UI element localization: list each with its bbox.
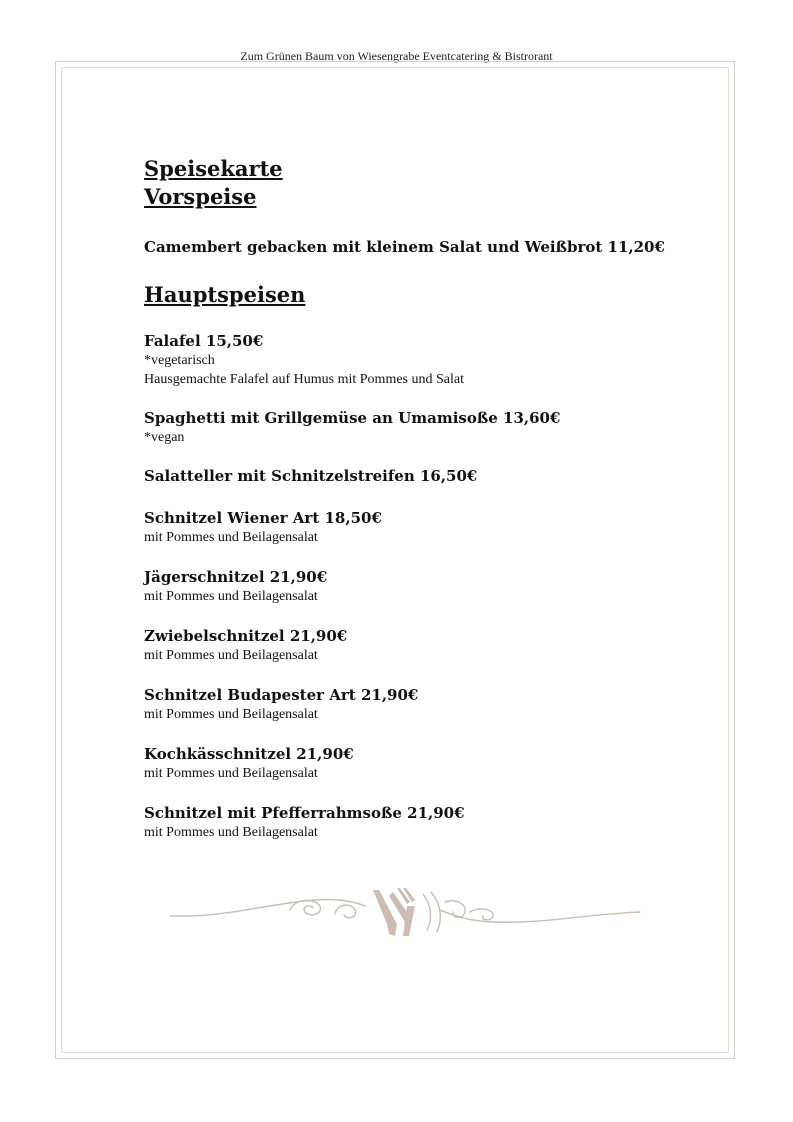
mains-heading: Hauptspeisen xyxy=(144,282,306,307)
item-note: *vegan xyxy=(144,430,185,445)
menu-item-schnitzel-pfefferrahm xyxy=(144,803,704,842)
menu-item-kochkaesschnitzel xyxy=(144,744,704,783)
menu-item-falafel xyxy=(144,331,704,389)
item-description: mit Pommes und Beilagensalat xyxy=(144,530,318,545)
starter-heading: Vorspeise xyxy=(144,184,257,209)
fork-knife-flourish-icon xyxy=(165,884,645,940)
menu-item-spaghetti xyxy=(144,408,704,447)
menu-content xyxy=(144,155,704,842)
menu-title: Speisekarte xyxy=(144,156,283,181)
item-description: mit Pommes und Beilagensalat xyxy=(144,825,318,840)
menu-item-schnitzel-wiener xyxy=(144,508,704,547)
menu-item-zwiebelschnitzel xyxy=(144,626,704,665)
item-name: Zwiebelschnitzel 21,90€ xyxy=(144,627,348,645)
item-name: Falafel 15,50€ xyxy=(144,332,264,350)
item-description: Hausgemachte Falafel auf Humus mit Pommes und Salat xyxy=(144,372,464,387)
item-name: Schnitzel Wiener Art 18,50€ xyxy=(144,509,382,527)
item-name: Schnitzel Budapester Art 21,90€ xyxy=(144,686,419,704)
item-name: Salatteller mit Schnitzelstreifen 16,50€ xyxy=(144,467,478,485)
item-name: Spaghetti mit Grillgemüse an Umamisoße 13,60€ xyxy=(144,409,561,427)
menu-item-salatteller xyxy=(144,466,704,486)
page-header: Zum Grünen Baum von Wiesengrabe Eventcatering & Bistrorant xyxy=(240,49,553,63)
item-note: *vegetarisch xyxy=(144,353,215,368)
menu-item-schnitzel-budapester xyxy=(144,685,704,724)
item-name: Jägerschnitzel 21,90€ xyxy=(144,568,328,586)
item-name: Schnitzel mit Pfefferrahmsoße 21,90€ xyxy=(144,804,465,822)
menu-item-jaegerschnitzel xyxy=(144,567,704,606)
item-description: mit Pommes und Beilagensalat xyxy=(144,648,318,663)
item-description: mit Pommes und Beilagensalat xyxy=(144,707,318,722)
item-name: Kochkässchnitzel 21,90€ xyxy=(144,745,354,763)
item-description: mit Pommes und Beilagensalat xyxy=(144,589,318,604)
item-description: mit Pommes und Beilagensalat xyxy=(144,766,318,781)
starter-item: Camembert gebacken mit kleinem Salat und Weißbrot 11,20€ xyxy=(144,238,665,256)
